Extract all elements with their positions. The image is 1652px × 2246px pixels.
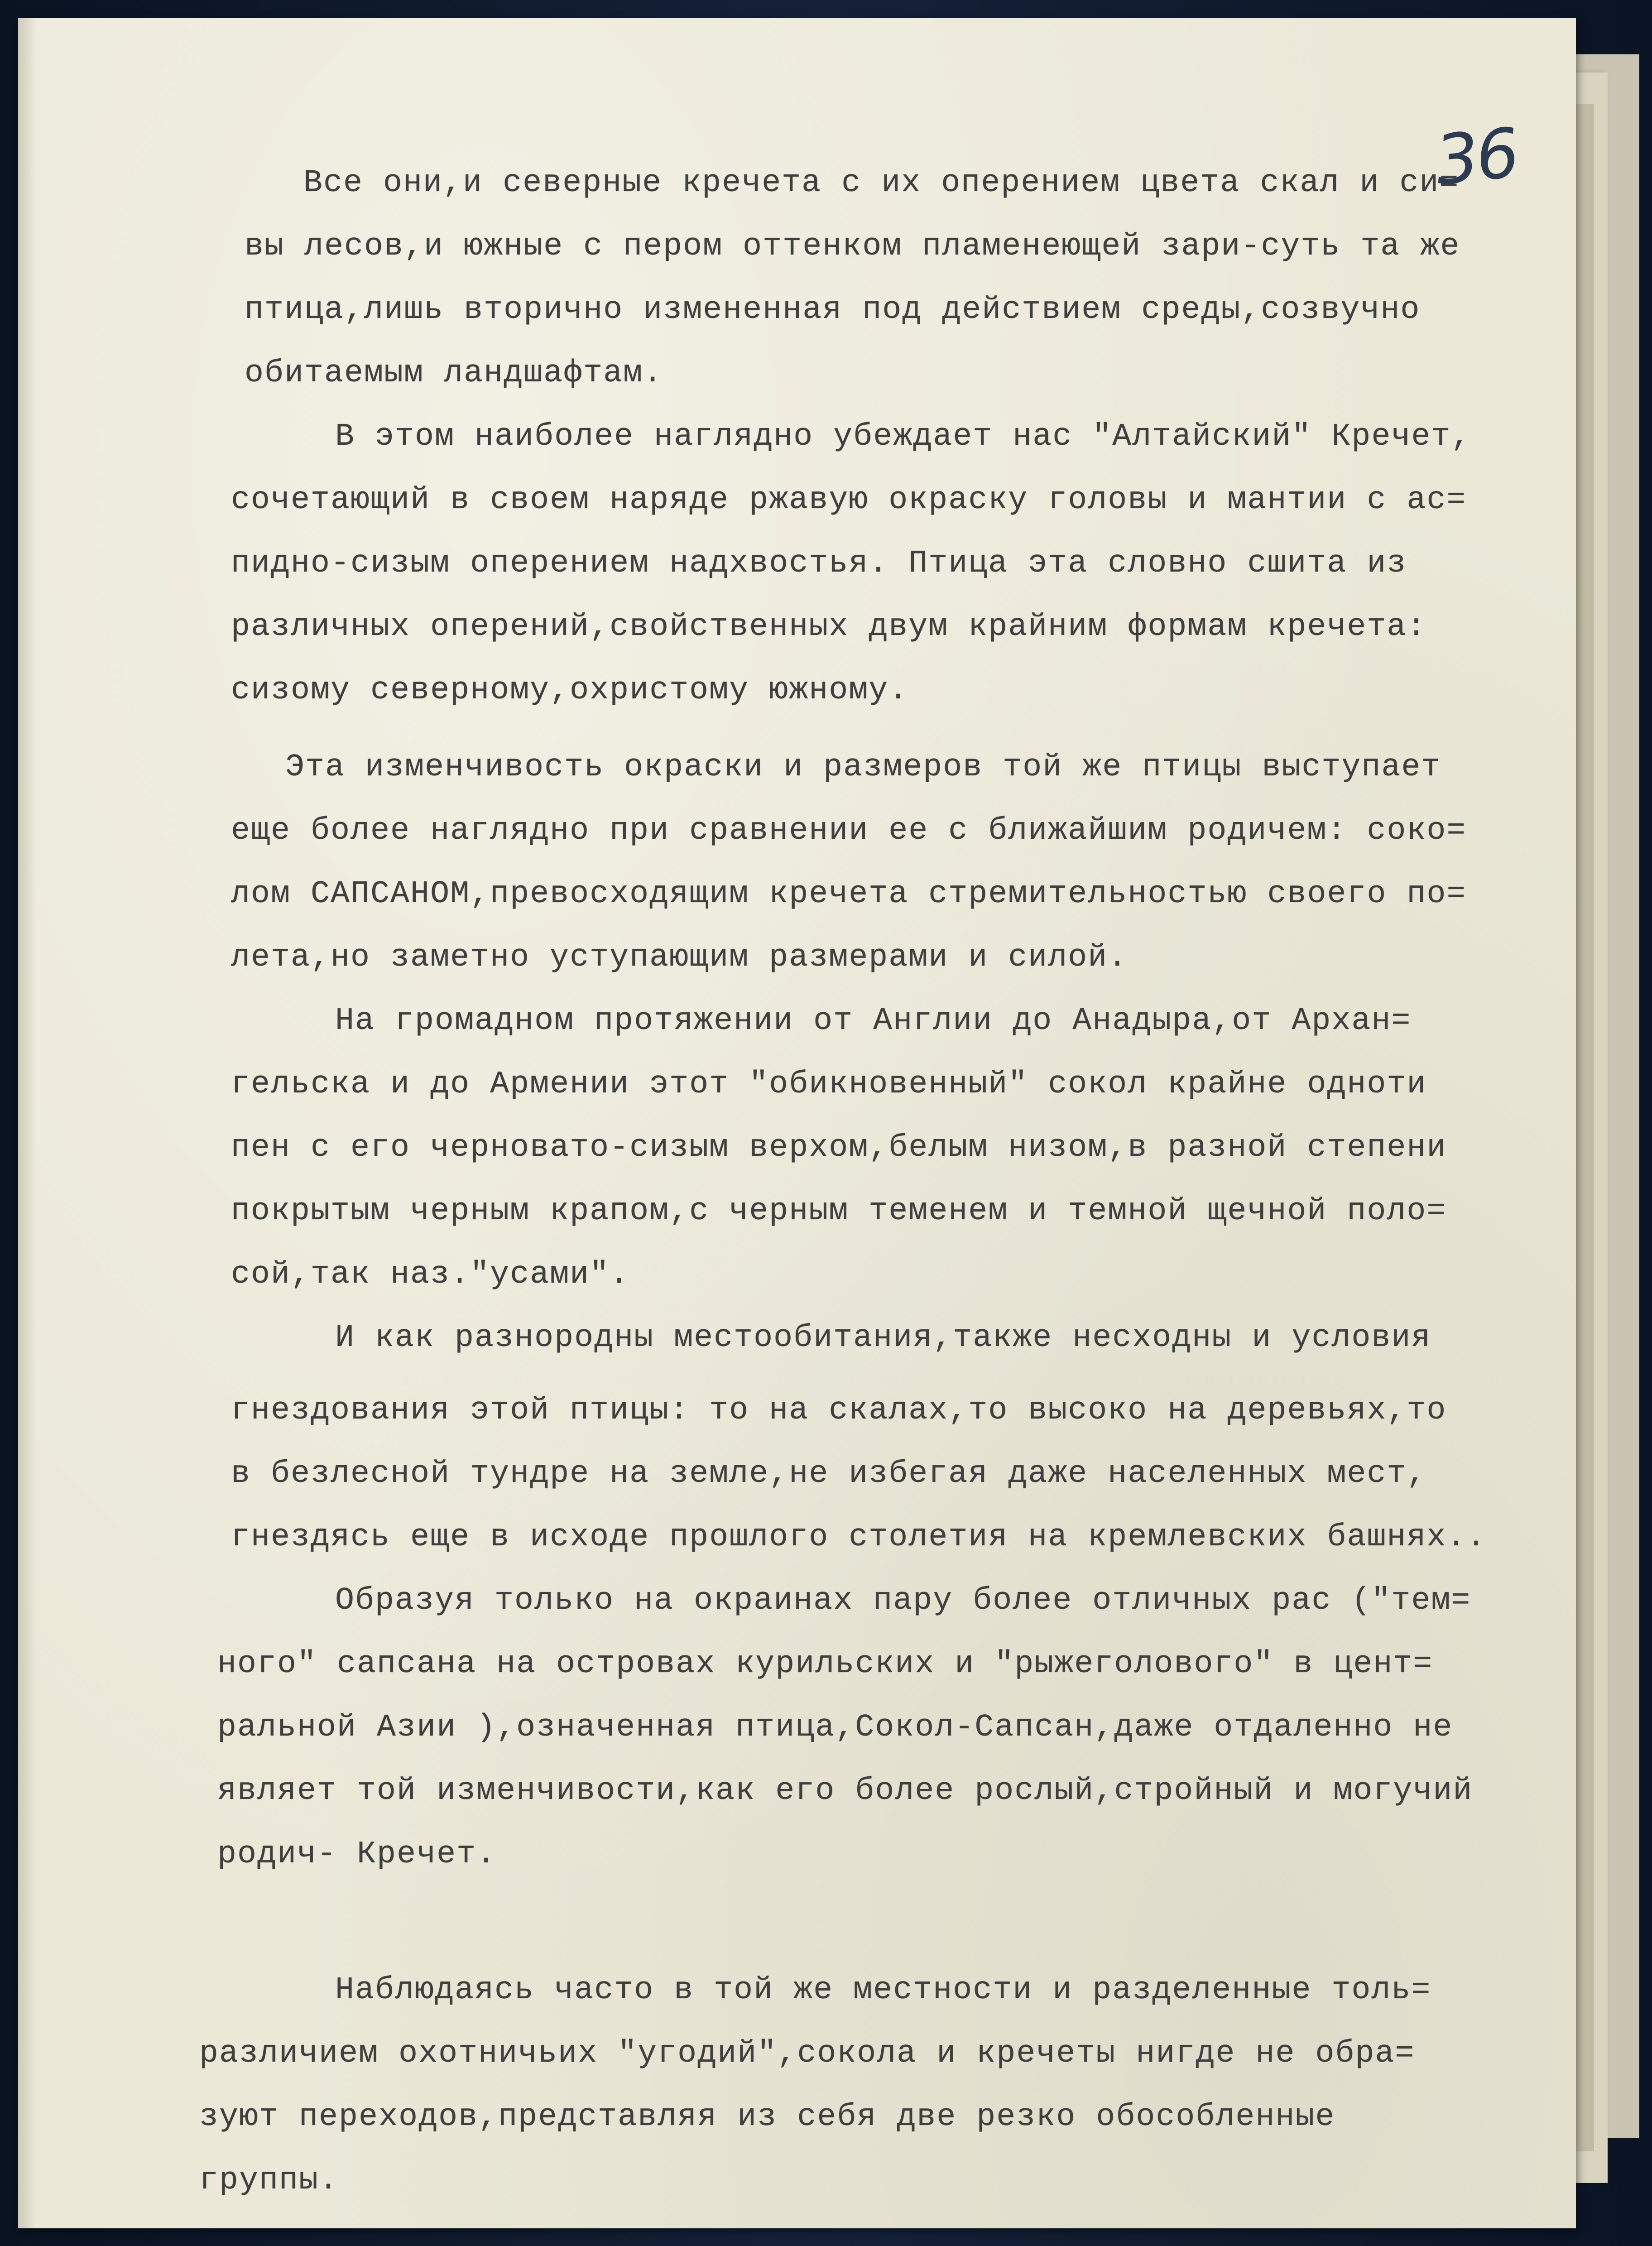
text-line: Образуя только на окраинах пару более отличных рас ("тем=: [335, 1583, 1471, 1619]
typewritten-page: [18, 18, 1576, 2228]
text-line: обитаемым ландшафтам.: [245, 356, 663, 391]
text-line: ного" сапсана на островах курильских и "рыжеголового" в цент=: [217, 1646, 1433, 1682]
text-line: родич- Кречет.: [217, 1837, 497, 1872]
text-line: пидно-сизым оперением надхвостья. Птица эта словно сшита из: [231, 546, 1407, 582]
text-line: В этом наиболее наглядно убеждает нас "Алтайский" Кречет,: [335, 419, 1471, 455]
text-line: На громадном протяжении от Англии до Анадыра,от Архан=: [335, 1003, 1412, 1039]
text-line: гельска и до Армении этот "обикновенный" сокол крайне одноти: [231, 1067, 1427, 1102]
text-line: различных оперений,свойственных двум крайним формам кречета:: [231, 609, 1427, 645]
text-line: различием охотничьих "угодий",сокола и кречеты нигде не обра=: [199, 2036, 1415, 2072]
page-text: [18, 18, 1576, 2228]
text-line: покрытым черным крапом,с черным теменем и темной щечной поло=: [231, 1193, 1447, 1229]
text-line: группы.: [199, 2163, 339, 2198]
text-line: пен с его черновато-сизым верхом,белым низом,в разной степени: [231, 1130, 1447, 1166]
text-line: являет той изменчивости,как его более рослый,стройный и могучий: [217, 1773, 1473, 1809]
text-line: сой,так наз."усами".: [231, 1257, 630, 1293]
text-line: птица,лишь вторично измененная под действием среды,созвучно: [245, 292, 1421, 328]
text-line: ральной Азии ),означенная птица,Сокол-Сапсан,даже отдаленно не: [217, 1710, 1453, 1746]
text-line: сизому северному,охристому южному.: [231, 673, 909, 708]
text-line: гнездования этой птицы: то на скалах,то высоко на деревьях,то: [231, 1393, 1447, 1428]
text-line: лом САПСАНОМ,превосходящим кречета стремительностью своего по=: [231, 876, 1467, 912]
text-line: И как разнородны местообитания,также несходны и условия: [335, 1320, 1431, 1356]
text-line: зуют переходов,представляя из себя две резко обособленные: [199, 2099, 1335, 2135]
text-line: Наблюдаясь часто в той же местности и разделенные толь=: [335, 1972, 1431, 2008]
text-line: сочетающий в своем наряде ржавую окраску головы и мантии с ас=: [231, 482, 1467, 518]
page-bottom-edge: [18, 2228, 1576, 2229]
text-line: лета,но заметно уступающим размерами и силой.: [231, 940, 1128, 976]
handwritten-page-number: 36: [1431, 114, 1521, 201]
text-line: гнездясь еще в исходе прошлого столетия на кремлевских башнях..: [231, 1520, 1487, 1555]
text-line: еще более наглядно при сравнении ее с ближайшим родичем: соко=: [231, 813, 1467, 849]
text-line: Все они,и северные кречета с их оперением цвета скал и си=: [303, 165, 1460, 201]
text-line: Эта изменчивость окраски и размеров той же птицы выступает: [285, 750, 1441, 785]
text-line: в безлесной тундре на земле,не избегая даже населенных мест,: [231, 1456, 1427, 1492]
text-line: вы лесов,и южные с пером оттенком пламенеющей зари-суть та же: [245, 229, 1460, 265]
